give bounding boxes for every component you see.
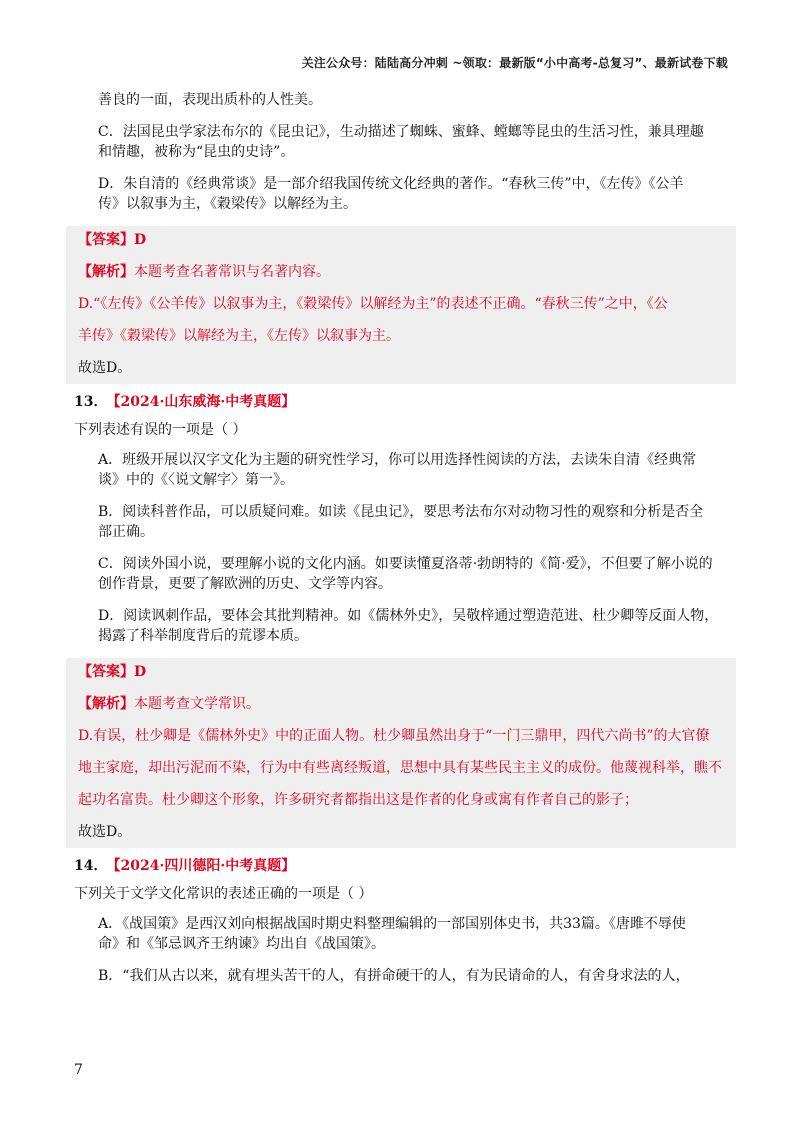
page-number: 7 [74, 1062, 83, 1078]
option-line: 谈》中的《〈说文解字〉第一》。 [98, 472, 294, 488]
analysis-text: D.有误，杜少卿是《儒林外史》中的正面人物。杜少卿虽然出身于“一门三鼎甲，四代六尚书”的大官僚 [78, 728, 710, 744]
answer-value: D [134, 232, 147, 248]
option-line: 传》以叙事为主，《穀梁传》以解经为主。 [98, 196, 357, 212]
conclusion: 故选D。 [78, 360, 132, 376]
answer-tag: 【答案】 [78, 664, 134, 680]
prev-option-d [74, 174, 728, 214]
option-line: A．班级开展以汉字文化为主题的研究性学习，你可以用选择性阅读的方法，去读朱自清《经典常 [98, 452, 697, 468]
question-number: 14． [74, 858, 108, 874]
option-line: 部正确。 [98, 524, 154, 540]
option-line: 揭露了科举制度背后的荒谬本质。 [98, 628, 308, 644]
question-13-header [74, 392, 728, 412]
question-13-stem: 下列表述有误的一项是（ ） [74, 422, 247, 438]
option-line: 命》和《邹忌讽齐王纳谏》均出自《战国策》。 [98, 936, 385, 952]
answer-tag: 【答案】 [78, 232, 134, 248]
analysis-line [70, 262, 732, 282]
question-source: 【2024·四川德阳·中考真题】 [113, 858, 296, 874]
analysis-intro: 本题考查文学常识。 [134, 696, 260, 712]
analysis-text: 起功名富贵。杜少卿这个形象，许多研究者都指出这是作者的化身或寓有作者自己的影子； [78, 792, 638, 808]
option-line: B．阅读科普作品，可以质疑问难。如读《昆虫记》，要思考法布尔对动物习性的观察和分析是否全 [98, 504, 704, 520]
q14-option-b [74, 966, 728, 986]
analysis-text: 羊传》《穀梁传》以解经为主，《左传》以叙事为主。 [78, 328, 400, 344]
question-14-stem: 下列关于文学文化常识的表述正确的一项是（ ） [74, 886, 373, 902]
page-header: 关注公众号：陆陆高分冲刺 ~领取：最新版“小中高考-总复习”、最新试卷下载 [301, 56, 728, 70]
question-14-header [74, 856, 728, 876]
conclusion: 故选D。 [78, 824, 132, 840]
analysis-tag: 【解析】 [78, 264, 134, 280]
analysis-tag: 【解析】 [78, 696, 134, 712]
q13-answer-box [66, 658, 736, 848]
q13-option-d [74, 606, 728, 646]
analysis-text: 地主家庭，却出污泥而不染，行为中有些离经叛道，思想中具有某些民主主义的成份。他蔑视科举，瞧不 [78, 760, 722, 776]
document-body [74, 90, 728, 998]
q13-option-b [74, 502, 728, 542]
analysis-text: D.“《左传》《公羊传》以叙事为主，《穀梁传》以解经为主”的表述不正确。“春秋三传”之中，《公 [78, 296, 668, 312]
q13-option-a [74, 450, 728, 490]
answer-line [70, 662, 732, 682]
answer-line [70, 230, 732, 250]
option-line: 创作背景，更要了解欧洲的历史、文学等内容。 [98, 576, 392, 592]
option-line: 和情趣，被称为“昆虫的史诗”。 [98, 144, 295, 160]
question-number: 13． [74, 394, 108, 410]
analysis-intro: 本题考查名著常识与名著内容。 [134, 264, 330, 280]
q14-option-a [74, 914, 728, 954]
answer-value: D [134, 664, 147, 680]
option-line: D．朱自清的《经典常谈》是一部介绍我国传统文化经典的著作。“春秋三传”中，《左传》《公羊 [98, 176, 684, 192]
prev-continuation-line: 善良的一面，表现出质朴的人性美。 [98, 92, 322, 108]
prev-option-c [74, 122, 728, 162]
option-line: C．阅读外国小说，要理解小说的文化内涵。如要读懂夏洛蒂·勃朗特的《简·爱》，不但要了解小说的 [98, 556, 713, 572]
option-line: A．《战国策》是西汉刘向根据战国时期史料整理编辑的一部国别体史书，共33篇。《唐雎不辱使 [98, 916, 686, 932]
option-line: C．法国昆虫学家法布尔的《昆虫记》，生动描述了蜘蛛、蜜蜂、螳螂等昆虫的生活习性，兼具理趣 [98, 124, 704, 140]
q13-option-c [74, 554, 728, 594]
analysis-line [70, 694, 732, 714]
prev-answer-box [66, 226, 736, 384]
option-line: D．阅读讽刺作品，要体会其批判精神。如《儒林外史》，吴敬梓通过塑造范进、杜少卿等反面人物， [98, 608, 719, 624]
option-line: B．“我们从古以来，就有埋头苦干的人，有拼命硬干的人，有为民请命的人，有舍身求法的人， [98, 968, 690, 984]
question-source: 【2024·山东威海·中考真题】 [113, 394, 296, 410]
